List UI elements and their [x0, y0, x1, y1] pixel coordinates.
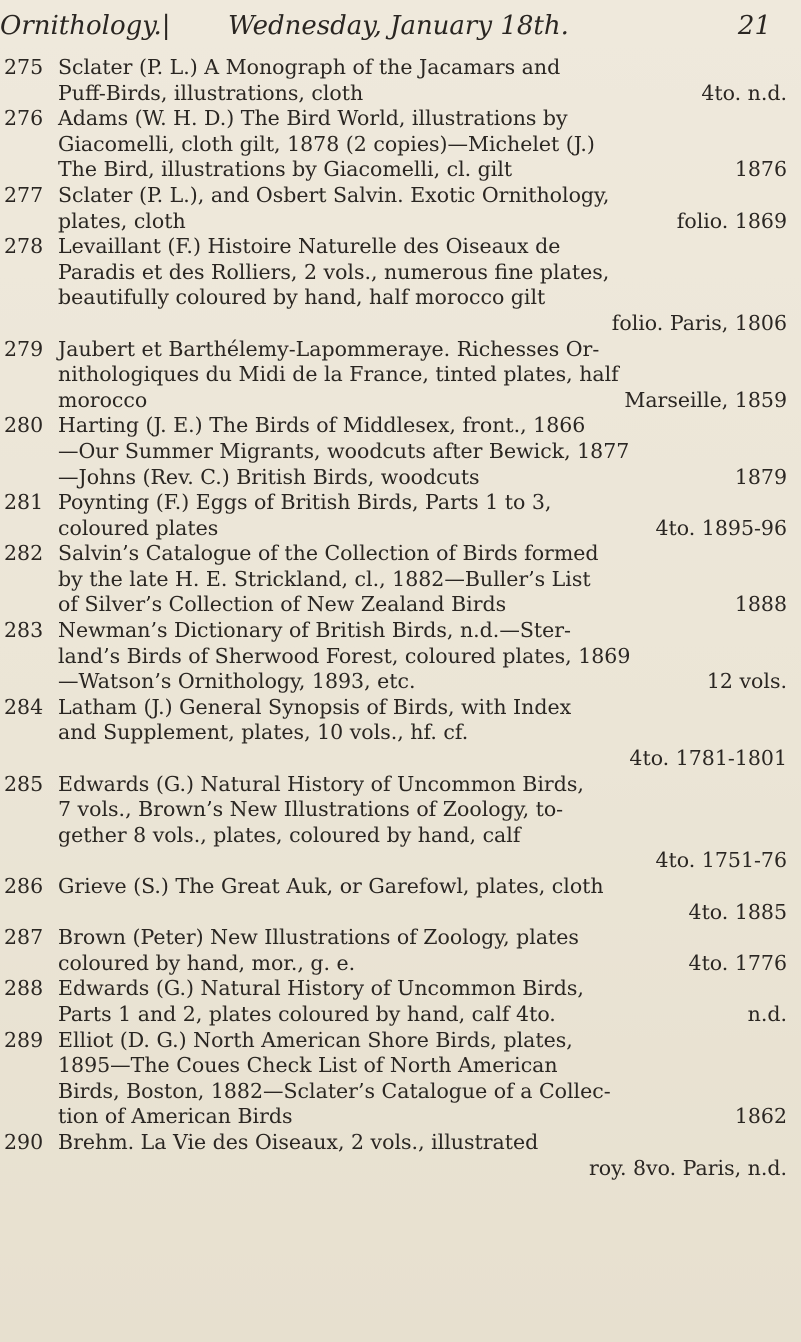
lot-number: 276	[4, 106, 44, 131]
lot-text-line: gether 8 vols., plates, coloured by hand, calf	[58, 822, 521, 847]
lot-text-line: Sclater (P. L.), and Osbert Salvin. Exotic Ornithology,	[58, 182, 610, 207]
lot-number: 282	[4, 541, 44, 566]
lot-number: 283	[4, 618, 44, 643]
lot-entry	[0, 413, 801, 490]
lot-text-line: Paradis et des Rolliers, 2 vols., numerous fine plates,	[58, 259, 610, 284]
lot-text-line: Newman’s Dictionary of British Birds, n.d.—Ster-	[58, 618, 571, 643]
lot-number: 279	[4, 336, 44, 361]
lot-text-line: Adams (W. H. D.) The Bird World, illustrations by	[58, 106, 568, 131]
lot-entry	[0, 490, 801, 541]
lot-text-line: 4to. 1781-1801	[629, 746, 787, 771]
lot-number: 289	[4, 1027, 44, 1052]
lot-text-line: beautifully coloured by hand, half morocco gilt	[58, 285, 546, 310]
lot-text-line: Brehm. La Vie des Oiseaux, 2 vols., illustrated	[58, 1129, 539, 1154]
lot-number: 281	[4, 490, 44, 515]
lot-number: 286	[4, 874, 44, 898]
lot-text-line: Parts 1 and 2, plates coloured by hand, calf 4to. n.d.	[58, 1001, 787, 1026]
lot-number: 280	[4, 413, 44, 438]
lot-text-line: Edwards (G.) Natural History of Uncommon Birds,	[58, 976, 584, 1001]
lot-text-line: Puff-Birds, illustrations, cloth 4to. n.d.	[58, 80, 787, 105]
lot-text-line: folio. Paris, 1806	[611, 310, 787, 335]
lot-number: 284	[4, 694, 44, 719]
lot-entry	[0, 234, 801, 336]
lot-number: 290	[4, 1129, 44, 1154]
lot-text-line: Sclater (P. L.) A Monograph of the Jacamars and	[58, 55, 561, 79]
lot-entry	[0, 1028, 801, 1130]
lot-text-line: of Silver’s Collection of New Zealand Birds 1888	[58, 592, 787, 617]
lot-text-line: Edwards (G.) Natural History of Uncommon Birds,	[58, 771, 584, 796]
lot-text-line: 4to. 1885	[688, 899, 787, 924]
lot-text-line: 1895—The Coues Check List of North American	[58, 1053, 558, 1078]
lot-text-line: morocco Marseille, 1859	[58, 387, 787, 412]
lot-text-line: The Bird, illustrations by Giacomelli, cl. gilt 1876	[58, 157, 787, 182]
lot-text-line: by the late H. E. Strickland, cl., 1882—Buller’s List	[58, 566, 591, 591]
lot-entry	[0, 55, 801, 106]
lot-entry	[0, 541, 801, 618]
page-number: 21	[737, 11, 771, 41]
lot-entry	[0, 695, 801, 772]
lot-number: 275	[4, 55, 44, 79]
lot-entry	[0, 925, 801, 976]
lot-text-line: Brown (Peter) New Illustrations of Zoology, plates	[58, 925, 579, 950]
lot-number: 287	[4, 925, 44, 950]
lot-text-line: Latham (J.) General Synopsis of Birds, with Index	[58, 694, 572, 719]
lot-text-line: plates, cloth folio. 1869	[58, 208, 787, 233]
lot-entry	[0, 772, 801, 874]
lot-text-line: Levaillant (F.) Histoire Naturelle des Oiseaux de	[58, 234, 561, 259]
lot-entry	[0, 618, 801, 695]
lot-number: 288	[4, 976, 44, 1001]
lot-entry	[0, 337, 801, 414]
page-header	[0, 8, 801, 44]
lot-text-line: —Johns (Rev. C.) British Birds, woodcuts 1879	[58, 464, 787, 489]
sale-date: Wednesday, January 18th.	[228, 11, 569, 41]
section-title: Ornithology.|	[0, 11, 171, 41]
lot-text-line: Harting (J. E.) The Birds of Middlesex, front., 1866	[58, 413, 586, 438]
lot-entry	[0, 183, 801, 234]
lot-text-line: coloured plates 4to. 1895-96	[58, 515, 787, 540]
lot-text-line: and Supplement, plates, 10 vols., hf. cf.	[58, 720, 469, 745]
lot-text-line: Birds, Boston, 1882—Sclater’s Catalogue of a Collec-	[58, 1078, 611, 1103]
lot-number: 277	[4, 182, 44, 207]
lot-number: 278	[4, 234, 44, 259]
lot-text-line: roy. 8vo. Paris, n.d.	[588, 1155, 787, 1180]
lot-text-line: Salvin’s Catalogue of the Collection of Birds formed	[58, 541, 599, 566]
lot-number: 285	[4, 771, 44, 796]
lot-text-line: tion of American Birds 1862	[58, 1104, 787, 1129]
lot-entry	[0, 106, 801, 183]
lot-text-line: Jaubert et Barthélemy-Lapommeraye. Richesses Or-	[58, 336, 600, 361]
lot-text-line: Giacomelli, cloth gilt, 1878 (2 copies)—Michelet (J.)	[58, 131, 595, 156]
lot-text-line: —Watson’s Ornithology, 1893, etc. 12 vols.	[58, 669, 787, 694]
lot-text-line: nithologiques du Midi de la France, tinted plates, half	[58, 362, 619, 387]
lot-text-line: 7 vols., Brown’s New Illustrations of Zoology, to-	[58, 797, 564, 822]
lot-text-line: coloured by hand, mor., g. e. 4to. 1776	[58, 950, 787, 975]
lot-entry	[0, 1130, 801, 1181]
lot-list	[0, 55, 801, 1181]
lot-text-line: 4to. 1751-76	[655, 848, 787, 873]
lot-entry	[0, 874, 801, 925]
lot-text-line: Elliot (D. G.) North American Shore Birds, plates,	[58, 1027, 573, 1052]
lot-text-line: Poynting (F.) Eggs of British Birds, Parts 1 to 3,	[58, 490, 552, 515]
lot-text-line: land’s Birds of Sherwood Forest, coloured plates, 1869	[58, 643, 631, 668]
lot-entry	[0, 976, 801, 1027]
lot-text-line: Grieve (S.) The Great Auk, or Garefowl, plates, cloth	[58, 874, 604, 898]
lot-text-line: —Our Summer Migrants, woodcuts after Bewick, 1877	[58, 438, 630, 463]
